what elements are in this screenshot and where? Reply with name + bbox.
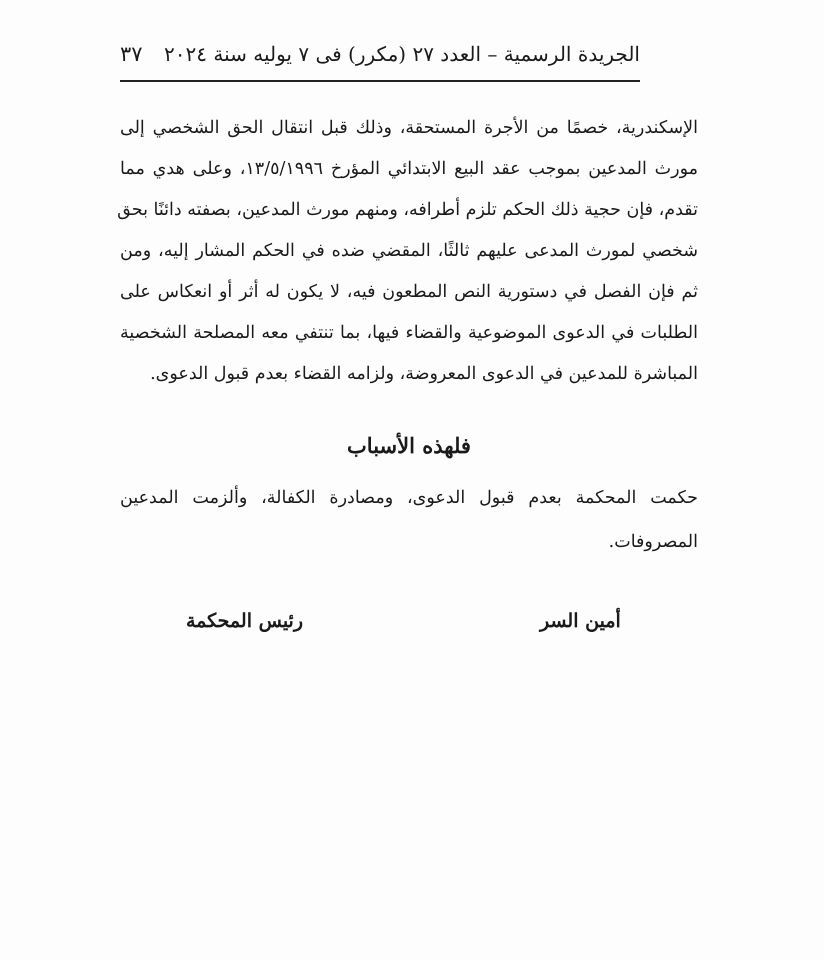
body-line: ثم فإن الفصل في دستورية النص المطعون فيه، لا يكون له أثر أو انعكاس على — [120, 282, 698, 302]
section-heading: فلهذه الأسباب — [347, 433, 471, 458]
page-number: ٣٧ — [120, 42, 143, 66]
verdict-line: المصروفات. — [608, 532, 698, 552]
body-line: المباشرة للمدعين في الدعوى المعروضة، ولزامه القضاء بعدم قبول الدعوى. — [150, 364, 698, 384]
gazette-header-title: الجريدة الرسمية – العدد ٢٧ (مكرر) فى ٧ يوليه سنة ٢٠٢٤ — [164, 42, 640, 66]
body-line: شخصي لمورث المدعى عليهم ثالثًا، المقضي ضده في الحكم المشار إليه، ومن — [120, 241, 698, 261]
page-header — [120, 38, 640, 78]
president-signature-label: رئيس المحكمة — [186, 610, 304, 632]
body-line: الإسكندرية، خصمًا من الأجرة المستحقة، وذلك قبل انتقال الحق الشخصي إلى — [120, 118, 698, 138]
body-line: مورث المدعين بموجب عقد البيع الابتدائي المؤرخ ١٣/٥/١٩٩٦، وعلى هدي مما — [120, 159, 698, 179]
header-divider — [120, 80, 640, 82]
body-line: الطلبات في الدعوى الموضوعية والقضاء فيها، بما تنتفي معه المصلحة الشخصية — [120, 323, 698, 343]
body-paragraph — [117, 108, 698, 395]
body-line: تقدم، فإن حجية ذلك الحكم تلزم أطرافه، ومنهم مورث المدعين، بصفته دائنًا بحق — [117, 200, 698, 220]
verdict-line: حكمت المحكمة بعدم قبول الدعوى، ومصادرة الكفالة، وألزمت المدعين — [120, 488, 698, 508]
secretary-signature-label: أمين السر — [540, 610, 621, 632]
verdict-paragraph — [120, 476, 698, 564]
